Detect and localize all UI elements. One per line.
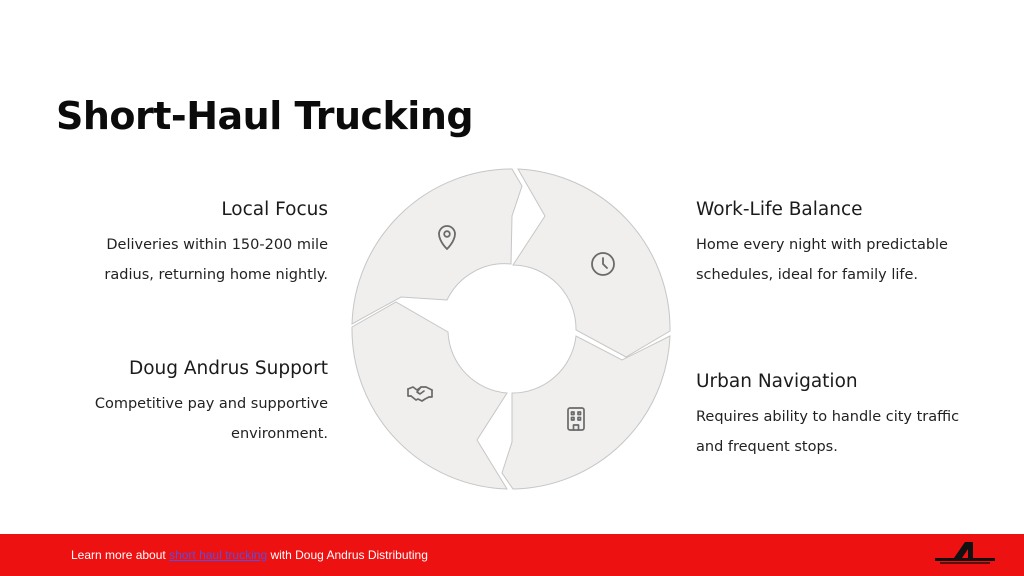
company-logo: [932, 540, 998, 568]
feature-description: Deliveries within 150-200 mile radius, returning home nightly.: [104, 237, 328, 283]
feature-description: Home every night with predictable schedules, ideal for family life.: [696, 237, 948, 283]
footer-link[interactable]: short haul trucking: [169, 548, 268, 562]
feature-urban-navigation: [696, 371, 971, 462]
feature-title: Local Focus: [221, 199, 328, 220]
cycle-segment-urban-navigation: [502, 336, 670, 489]
feature-title: Doug Andrus Support: [128, 358, 328, 379]
feature-title: Urban Navigation: [696, 371, 858, 392]
cycle-segment-local-focus: [352, 169, 522, 324]
feature-doug-andrus-support: [53, 358, 328, 449]
footer-suffix: with Doug Andrus Distributing: [267, 548, 428, 562]
feature-work-life-balance: [696, 199, 971, 290]
feature-description: Requires ability to handle city traffic and frequent stops.: [696, 409, 960, 455]
cycle-segment-doug-andrus-support: [352, 302, 507, 489]
page-title: Short-Haul Trucking: [56, 94, 474, 138]
cycle-diagram: [348, 164, 676, 494]
footer-bar: [0, 534, 1024, 576]
feature-local-focus: [53, 199, 328, 290]
feature-description: Competitive pay and supportive environment.: [94, 396, 328, 442]
footer-text: [71, 548, 428, 562]
feature-title: Work-Life Balance: [696, 199, 863, 220]
footer-prefix: Learn more about: [71, 548, 170, 562]
